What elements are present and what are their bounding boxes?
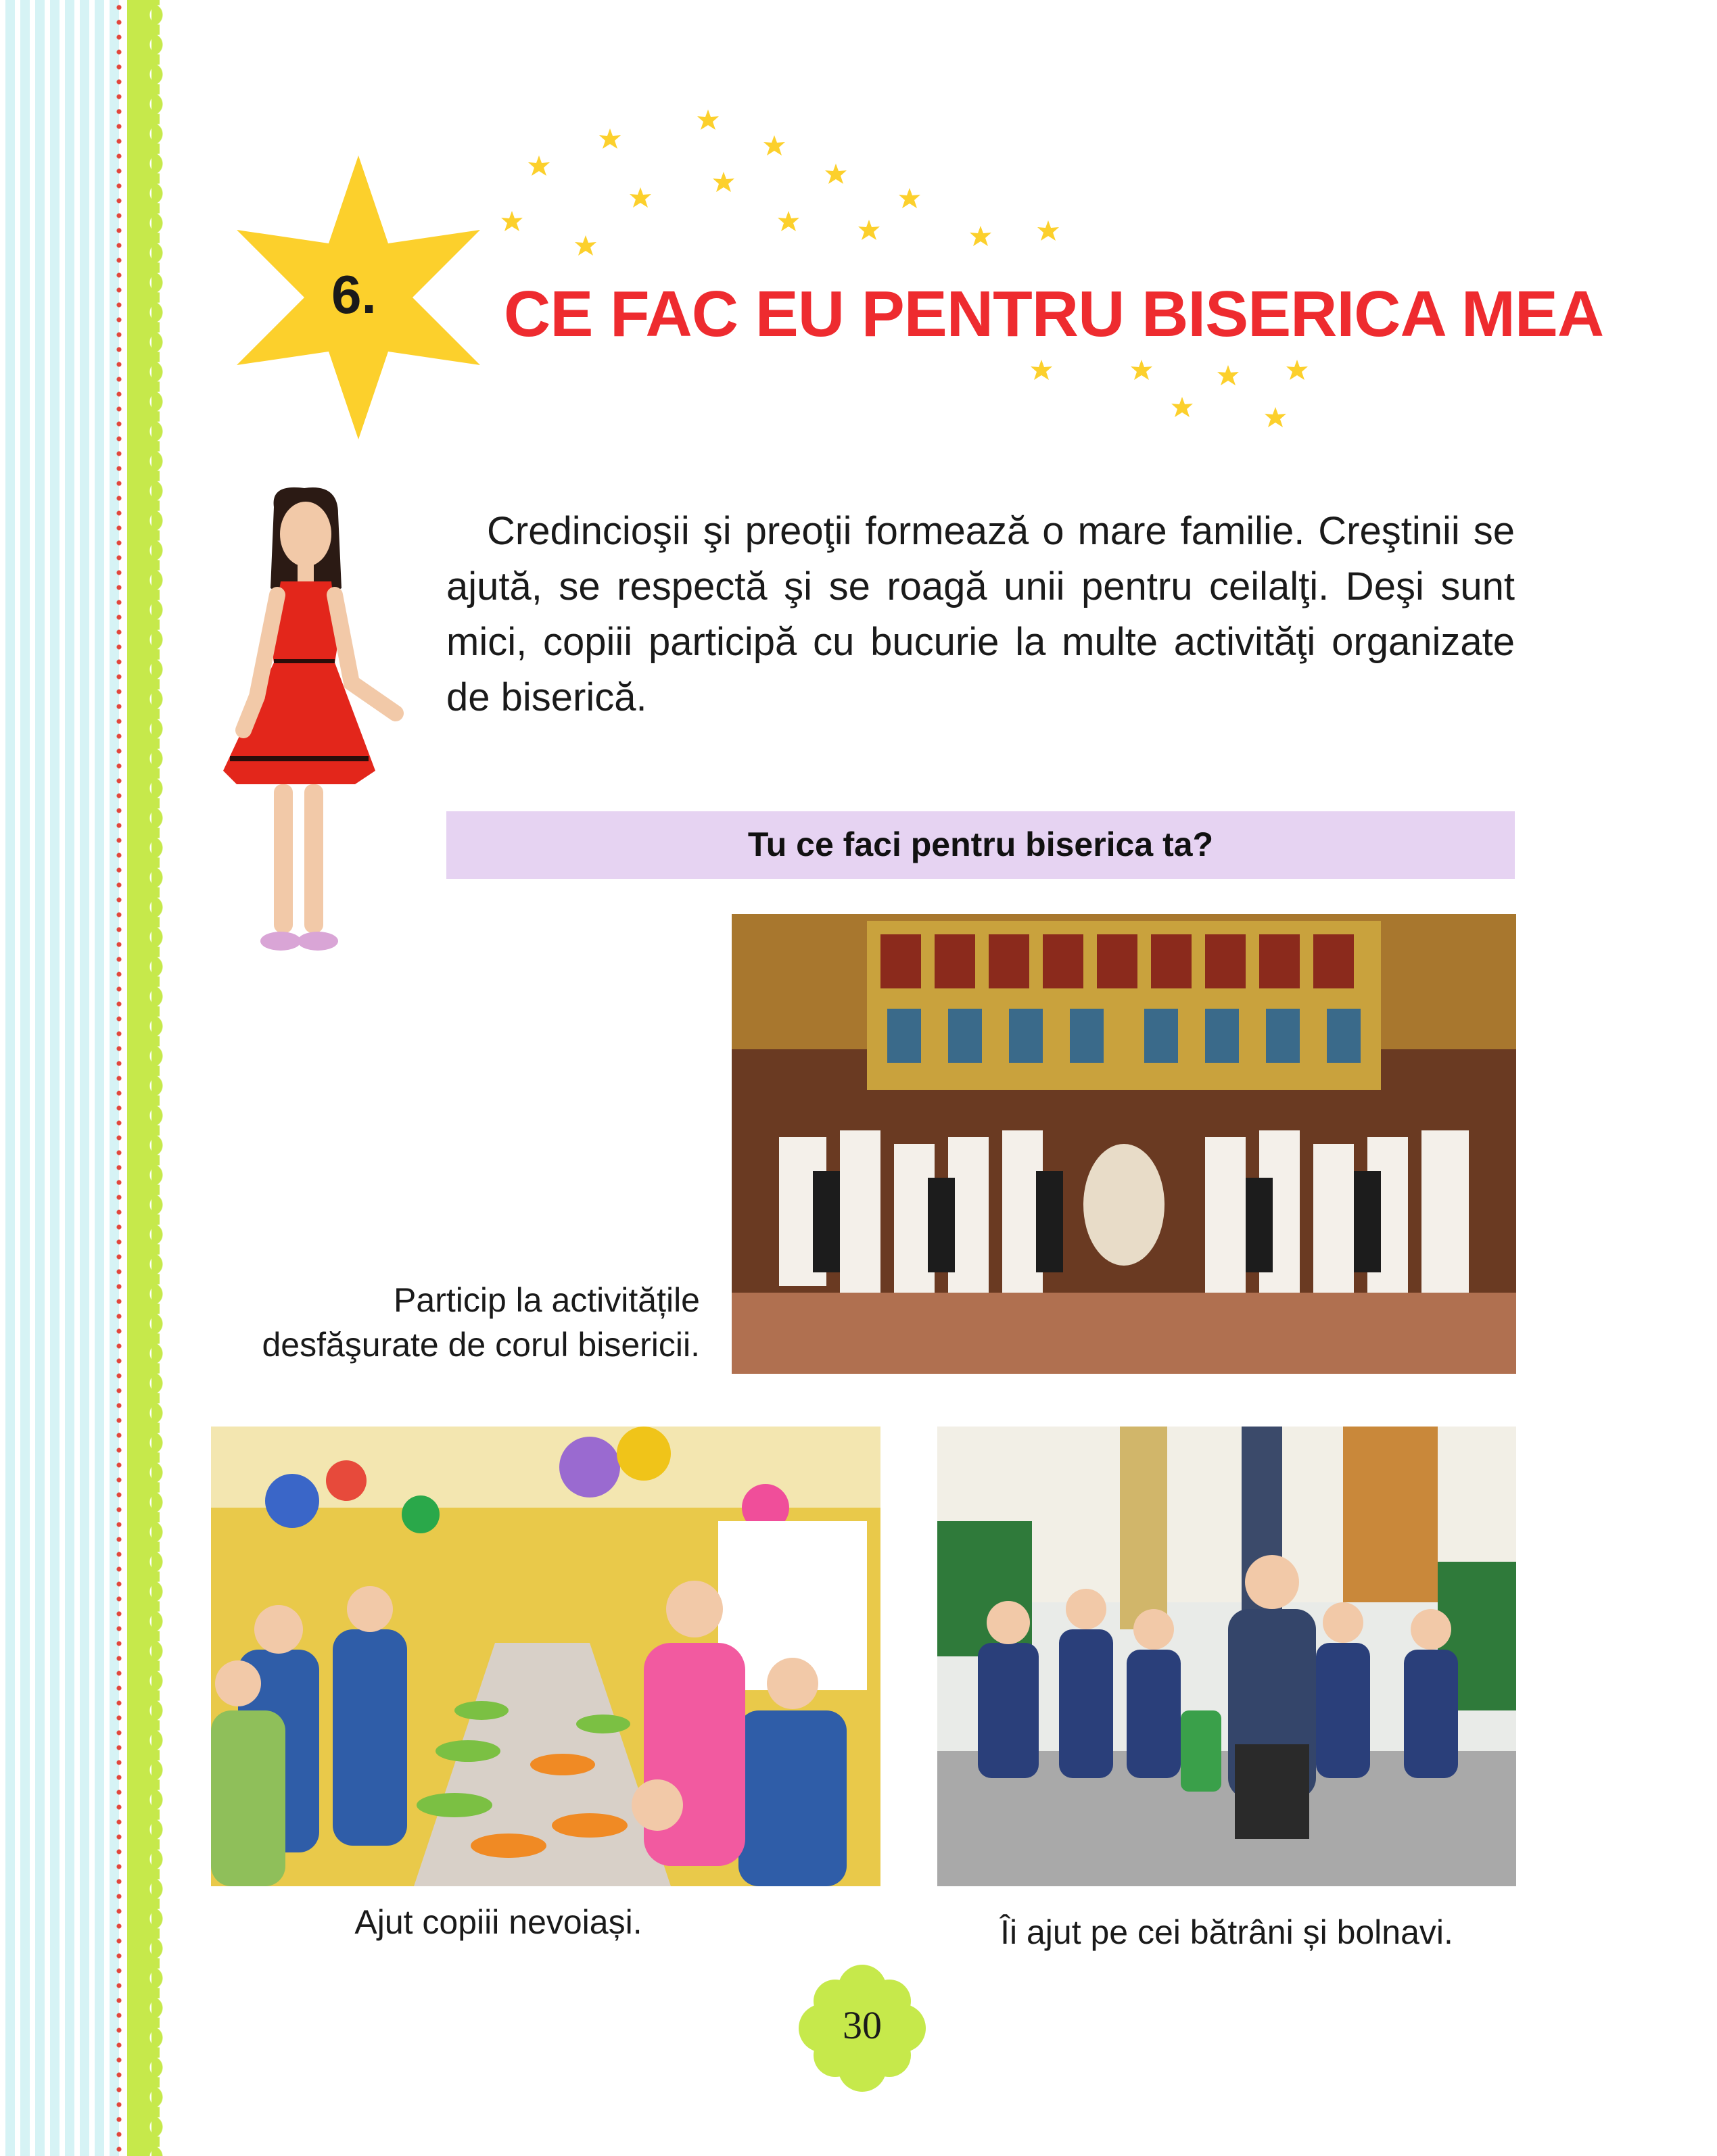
decorative-stars (0, 0, 1717, 473)
intro-paragraph: Credincioşii şi preoţii formează o mare familie. Creştinii se ajută, se respectă şi se roagă unii pentru ceilalţi. Deşi sunt mici, copiii participă cu bucurie la multe activităţi organizate de biserică. (446, 509, 1515, 719)
lesson-title: CE FAC EU PENTRU BISERICA MEA (504, 278, 1604, 350)
elderly-help-caption: Îi ajut pe cei bătrâni și bolnavi. (1000, 1913, 1453, 1951)
girl-illustration (203, 487, 419, 960)
lesson-number: 6. (331, 264, 377, 325)
question-text: Tu ce faci pentru biserica ta? (747, 825, 1214, 863)
choir-photo (732, 914, 1516, 1374)
children-meal-caption: Ajut copiii nevoiași. (354, 1903, 642, 1941)
page-number: 30 (843, 2003, 882, 2047)
elderly-help-photo (937, 1427, 1516, 1886)
choir-caption-line1: Particip la activitățile (394, 1281, 700, 1319)
choir-caption (203, 1278, 700, 1367)
children-meal-photo (211, 1427, 880, 1886)
choir-caption-line2: desfăşurate de corul bisericii. (262, 1326, 700, 1364)
